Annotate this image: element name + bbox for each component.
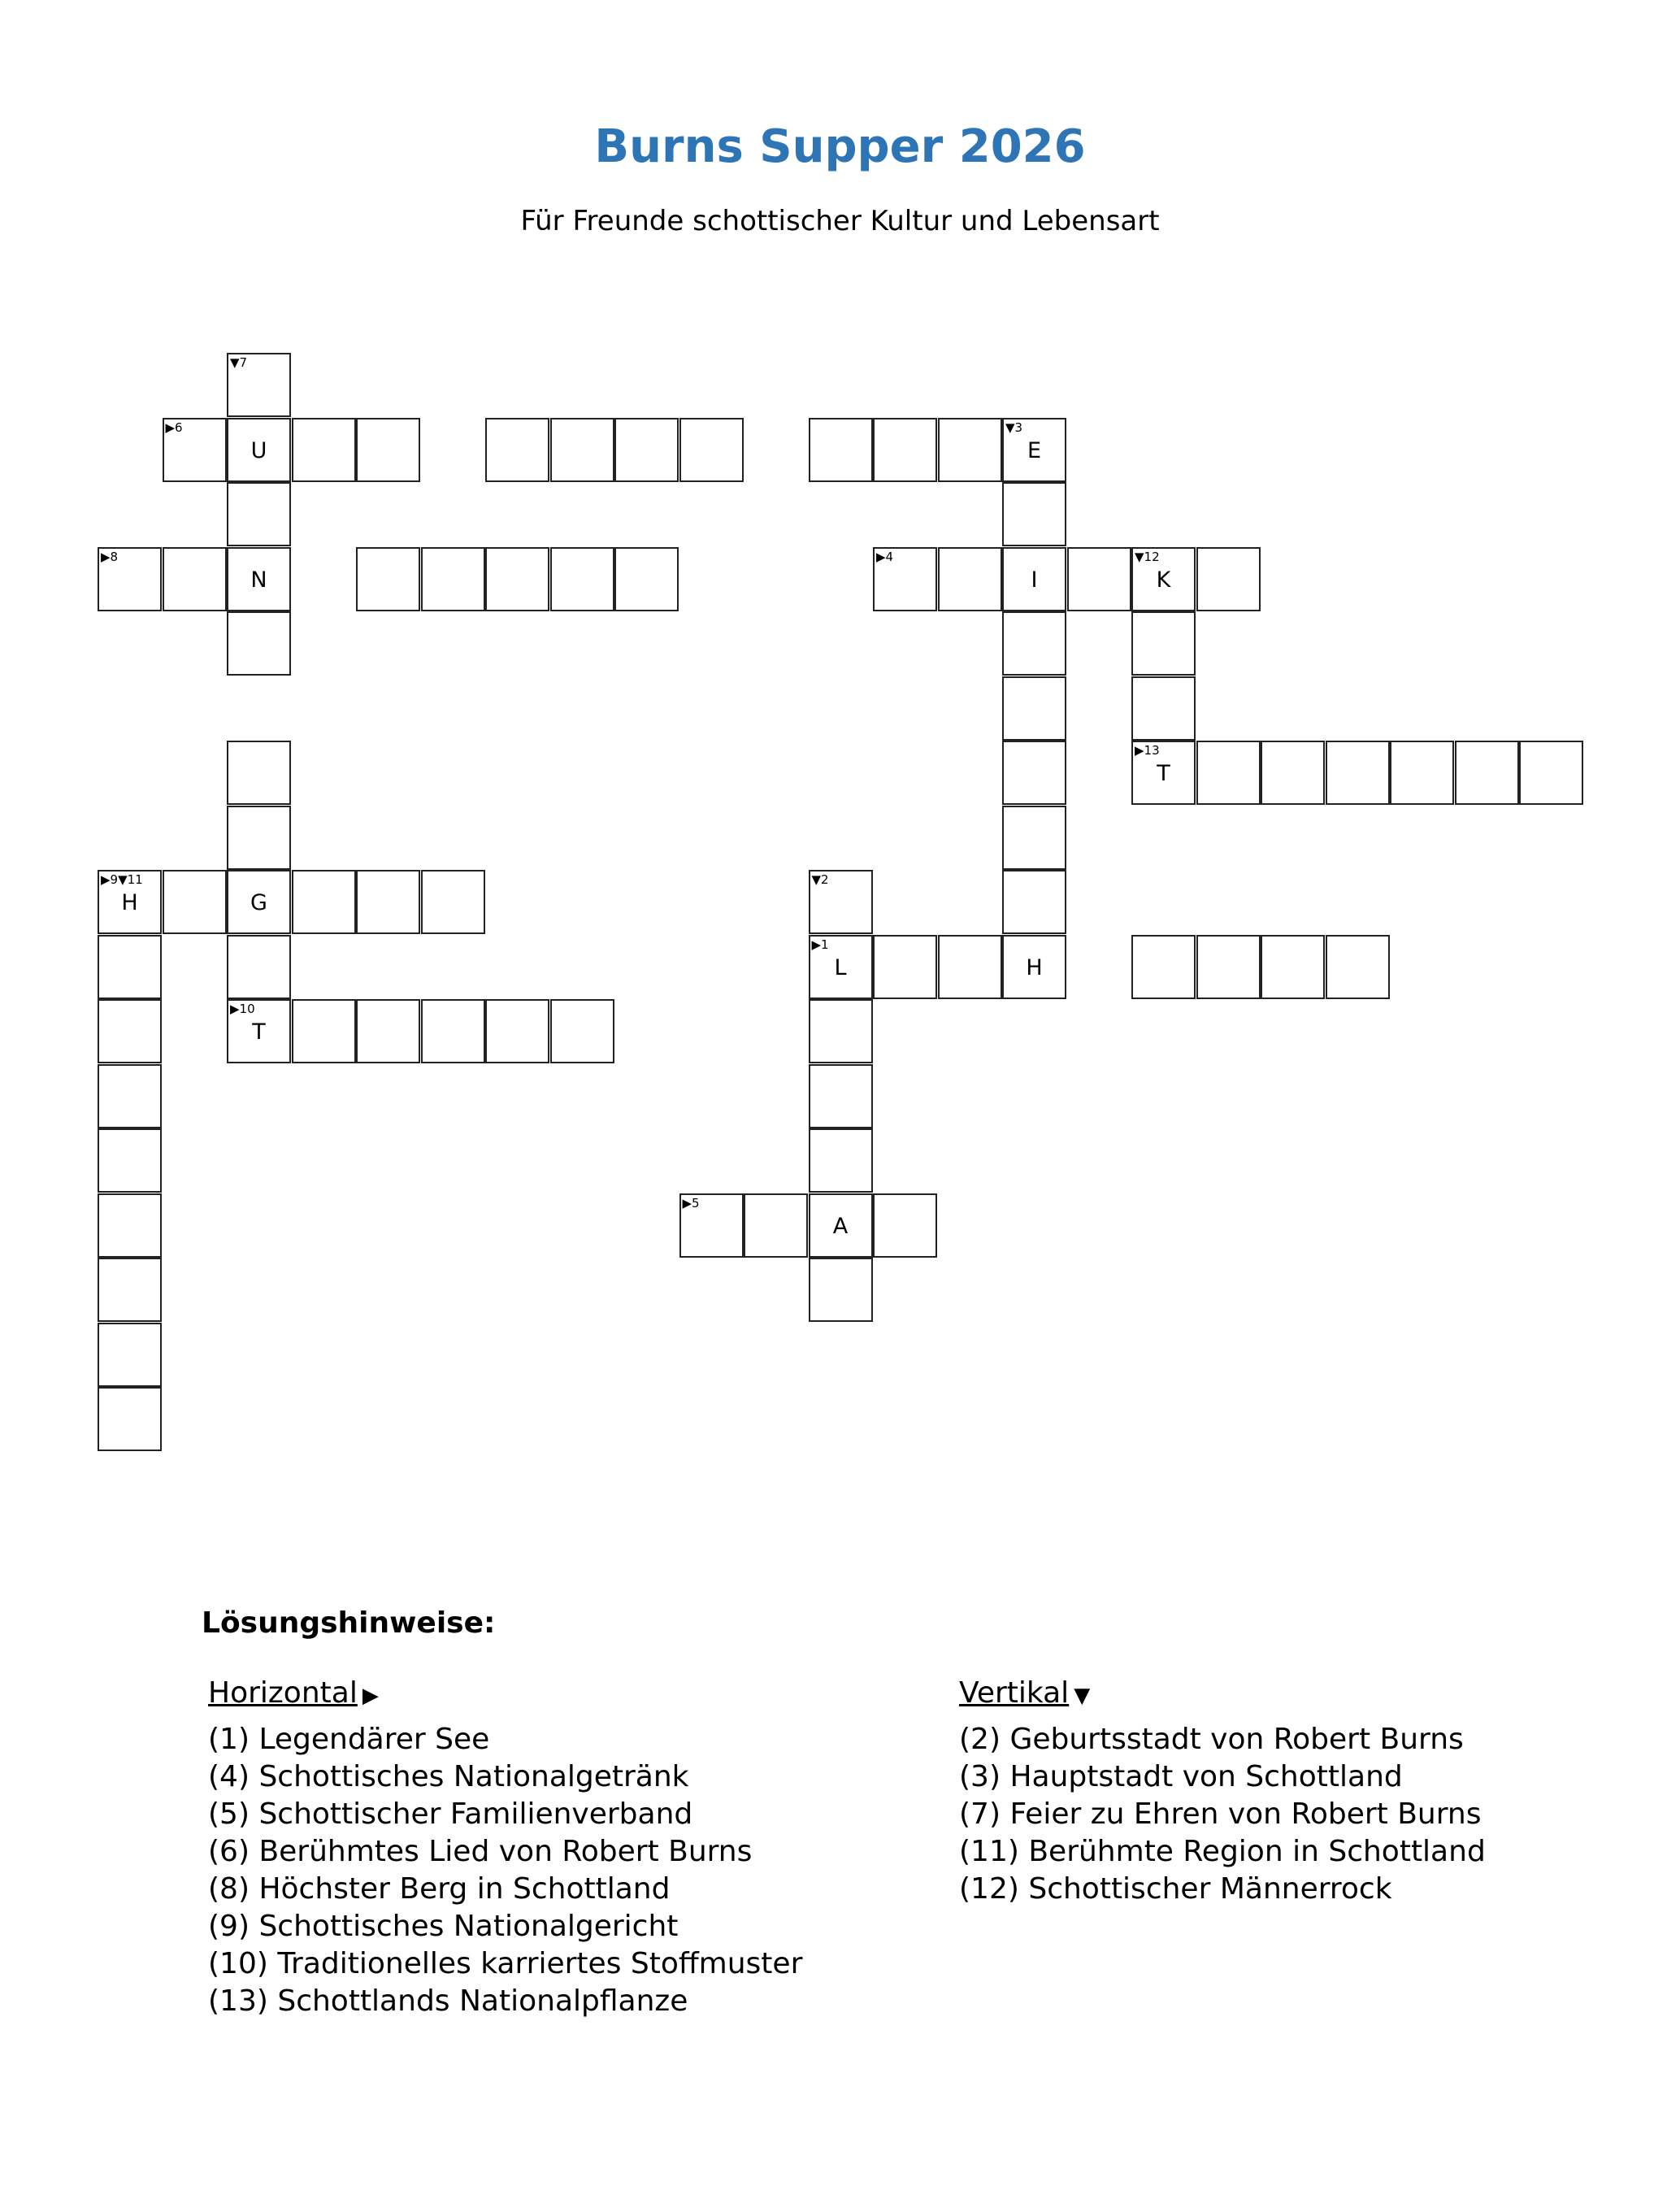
page-subtitle: Für Freunde schottischer Kultur und Lebensart [520,205,1160,237]
clue-number: ▼12 [1135,549,1160,564]
crossword-cell[interactable] [1002,611,1066,676]
clue-number: ▶4 [876,549,894,564]
crossword-cell[interactable] [98,999,162,1063]
crossword-cell[interactable] [163,418,227,482]
crossword-cell[interactable] [744,1193,808,1258]
clue-number: ▶10 [230,1002,255,1016]
crossword-cell[interactable] [809,1128,873,1193]
cell-letter: H [121,890,138,915]
crossword-cell[interactable] [227,935,291,999]
cell-letter: E [1027,437,1042,463]
crossword-cell[interactable] [809,1064,873,1128]
crossword-cell[interactable] [227,353,291,417]
page-title: Burns Supper 2026 [594,120,1086,173]
crossword-cell[interactable] [873,935,937,999]
cell-letter: T [252,1019,266,1045]
crossword-cell[interactable] [227,806,291,870]
crossword-cell[interactable] [1002,741,1066,805]
crossword-cell[interactable] [1519,741,1583,805]
clue-item: (10) Traditionelles karriertes Stoffmuster [208,1947,803,1980]
clue-number: ▶6 [165,419,183,435]
crossword-cell[interactable] [1196,547,1261,611]
crossword-cell[interactable] [227,418,291,482]
crossword-cell[interactable] [1196,935,1261,999]
crossword-cell[interactable] [809,418,873,482]
crossword-cell[interactable] [550,547,614,611]
crossword-cell[interactable] [292,418,356,482]
crossword-cell[interactable] [485,999,549,1063]
crossword-cell[interactable] [679,418,744,482]
crossword-cell[interactable] [1002,806,1066,870]
crossword-cell[interactable] [421,999,485,1063]
crossword-cell[interactable] [98,1323,162,1387]
crossword-cell[interactable] [356,547,420,611]
crossword-cell[interactable] [1131,547,1196,611]
crossword-cell[interactable] [227,482,291,546]
crossword-cell[interactable] [809,870,873,934]
crossword-cell[interactable] [809,1193,873,1258]
clue-item: (2) Geburtsstadt von Robert Burns [959,1723,1464,1756]
crossword-cell[interactable] [1326,741,1390,805]
vertical-clues [959,1675,1486,1908]
cell-letter: T [1157,761,1170,786]
horizontal-clues-title: Horizontal ▶ [208,1675,802,1715]
cell-letter: U [250,437,267,463]
crossword-cell[interactable] [1002,482,1066,546]
crossword-cell[interactable] [163,547,227,611]
crossword-cell[interactable] [98,1064,162,1128]
crossword-cell[interactable] [614,547,679,611]
crossword-cell[interactable] [809,1258,873,1322]
clue-item: (12) Schottischer Männerrock [959,1872,1392,1906]
clue-item: (8) Höchster Berg in Schottland [208,1872,671,1906]
crossword-cell[interactable] [1261,935,1325,999]
crossword-cell[interactable] [292,870,356,934]
crossword-cell[interactable] [1196,741,1261,805]
clue-item: (9) Schottisches Nationalgericht [208,1910,679,1943]
cell-letter: K [1156,567,1171,593]
crossword-cell[interactable] [1455,741,1519,805]
crossword-cell[interactable] [873,418,937,482]
crossword-cell[interactable] [421,870,485,934]
crossword-cell[interactable] [227,999,291,1063]
crossword-cell[interactable] [98,1193,162,1258]
clue-item: (3) Hauptstadt von Schottland [959,1760,1403,1793]
crossword-cell[interactable] [227,611,291,676]
crossword-cell[interactable] [679,1193,744,1258]
crossword-cell[interactable] [485,418,549,482]
clue-number: ▶13 [1135,743,1160,758]
crossword-cell[interactable] [227,870,291,934]
cell-letter: L [834,954,847,980]
cell-letter: N [250,567,267,593]
crossword-cell[interactable] [614,418,679,482]
crossword-cell[interactable] [1067,547,1131,611]
clue-number: ▶8 [101,549,119,564]
crossword-cell[interactable] [485,547,549,611]
crossword-cell[interactable] [98,547,162,611]
crossword-cell[interactable] [1131,676,1196,741]
crossword-cell[interactable] [938,935,1002,999]
cell-letter: I [1031,567,1038,593]
crossword-cell[interactable] [550,418,614,482]
crossword-cell[interactable] [1002,935,1066,999]
crossword-cell[interactable] [938,418,1002,482]
clue-item: (13) Schottlands Nationalpflanze [208,1984,688,2018]
clue-item: (5) Schottischer Familienverband [208,1797,693,1831]
crossword-cell[interactable] [873,1193,937,1258]
crossword-cell[interactable] [1002,547,1066,611]
cell-letter: A [832,1213,849,1239]
vertical-clues-title: Vertikal ▼ [959,1675,1486,1715]
crossword-cell[interactable] [1002,418,1066,482]
clue-number: ▶9▼11 [101,872,143,887]
crossword-cell[interactable] [227,741,291,805]
right-arrow-icon: ▶ [362,1684,379,1708]
crossword-cell[interactable] [1131,741,1196,805]
horizontal-clue-list [208,1721,802,2020]
crossword-cell[interactable] [1326,935,1390,999]
crossword-cell[interactable] [550,999,614,1063]
clue-item: (7) Feier zu Ehren von Robert Burns [959,1797,1482,1831]
crossword-cell[interactable] [1002,870,1066,934]
crossword-cell[interactable] [1131,935,1196,999]
crossword-cell[interactable] [1131,611,1196,676]
crossword-cell[interactable] [292,999,356,1063]
clue-item: (4) Schottisches Nationalgetränk [208,1760,689,1793]
clue-item: (6) Berühmtes Lied von Robert Burns [208,1835,753,1868]
clue-number: ▼2 [811,872,829,887]
clue-item: (11) Berühmte Region in Schottland [959,1835,1486,1868]
clue-number: ▼7 [230,355,248,370]
crossword-cell[interactable] [809,999,873,1063]
crossword-cell[interactable] [1261,741,1325,805]
crossword-cell[interactable] [98,935,162,999]
crossword-cell[interactable] [98,1128,162,1193]
crossword-cell[interactable] [98,870,162,934]
crossword-cell[interactable] [356,870,420,934]
vertical-clue-list [959,1721,1486,1908]
clues-heading: Lösungshinweise: [202,1606,496,1640]
cell-letter: H [1026,954,1043,980]
crossword-cell[interactable] [1390,741,1454,805]
crossword-cell[interactable] [809,935,873,999]
crossword-cell[interactable] [356,418,420,482]
crossword-cell[interactable] [227,547,291,611]
crossword-cell[interactable] [873,547,937,611]
clue-number: ▶5 [682,1195,700,1211]
crossword-cell[interactable] [98,1387,162,1451]
clue-number: ▶1 [811,937,829,952]
cell-letter: G [250,890,267,915]
clue-item: (1) Legendärer See [208,1723,490,1756]
clue-number: ▼3 [1005,419,1023,435]
crossword-cell[interactable] [1002,676,1066,741]
crossword-cell[interactable] [938,547,1002,611]
down-arrow-icon: ▼ [1074,1684,1091,1708]
crossword-cell[interactable] [356,999,420,1063]
crossword-cell[interactable] [421,547,485,611]
crossword-cell[interactable] [98,1258,162,1322]
crossword-cell[interactable] [163,870,227,934]
horizontal-clues [208,1675,802,2020]
